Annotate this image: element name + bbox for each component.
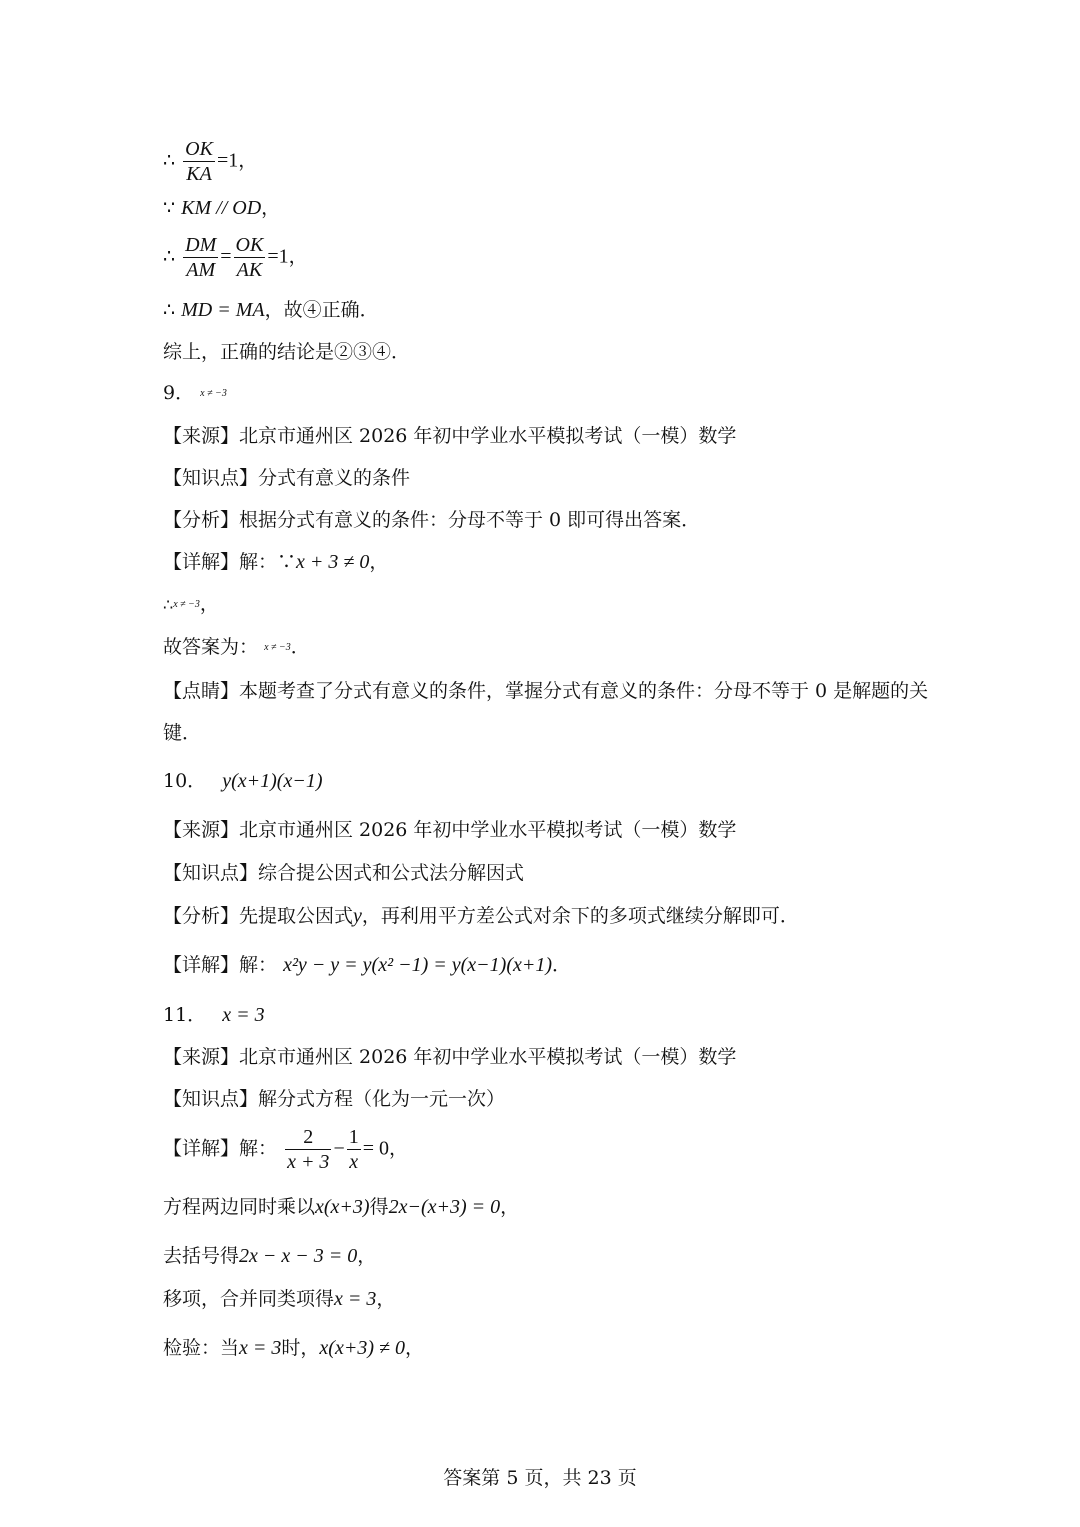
fraction-ok-ka: $\frac{OK}{KA}$ [185, 138, 213, 185]
q10-detail: 【详解】解： x²y − y = y(x² −1) = y(x−1)(x+1)． [163, 954, 572, 976]
q9-header [163, 381, 227, 406]
q9-comment-2: 键． [163, 722, 202, 744]
q11-number: 11． [163, 1004, 207, 1026]
q11-source: 【来源】北京市通州区 2026 年初中学业水平模拟考试（一模）数学 [163, 1046, 737, 1068]
q11-answer: x = 3 [222, 1004, 265, 1026]
q8-line-md-ma: ∴ MD = MA，故④正确． [163, 299, 379, 321]
q9-analysis: 【分析】根据分式有意义的条件：分母不等于 0 即可得出答案． [163, 509, 701, 531]
q9-therefore: ∴x ≠ −3， [163, 593, 219, 615]
q11-step-1: 方程两边同时乘以x(x+3)得2x−(x+3) = 0， [163, 1196, 520, 1218]
q10-header [163, 769, 323, 793]
q11-header [163, 1003, 265, 1027]
q9-answer-line: 故答案为： x ≠ −3． [163, 636, 310, 658]
page-footer: 答案第 5 页，共 23 页 [443, 1467, 637, 1489]
q11-step-4: 检验：当x = 3时，x(x+3) ≠ 0， [163, 1337, 424, 1359]
q8-line-ok-ka: ∴ $\frac{OK}{KA}$ =1， [163, 138, 258, 185]
q10-knowledge: 【知识点】综合提公因式和公式法分解因式 [163, 862, 525, 884]
q11-knowledge: 【知识点】解分式方程（化为一元一次） [163, 1088, 506, 1110]
q10-number: 10． [163, 770, 207, 792]
q9-comment-1: 【点睛】本题考查了分式有意义的条件，掌握分式有意义的条件：分母不等于 0 是解题的关 [163, 680, 929, 702]
fraction-ok-ak: $\frac{OK}{AK}$ [235, 234, 264, 281]
fraction-dm-am: $\frac{DM}{AM}$ [185, 234, 217, 281]
q9-knowledge: 【知识点】分式有意义的条件 [163, 467, 411, 489]
q8-summary: 综上，正确的结论是②③④． [163, 341, 411, 363]
q9-source: 【来源】北京市通州区 2026 年初中学业水平模拟考试（一模）数学 [163, 425, 737, 447]
q10-analysis: 【分析】先提取公因式y，再利用平方差公式对余下的多项式继续分解即可． [163, 905, 799, 927]
q8-line-parallel: ∵ KM // OD， [163, 197, 281, 219]
q9-detail: 【详解】解：∵x + 3 ≠ 0， [163, 551, 389, 573]
q11-detail: 【详解】解： $\frac{2}{x + 3}$ − $\frac{1}{x}$ = 0， [163, 1126, 409, 1173]
q10-answer: y(x+1)(x−1) [222, 770, 323, 792]
fraction-2-over-x-plus-3: $\frac{2}{x + 3}$ [287, 1126, 330, 1173]
q9-number: 9． [163, 382, 195, 404]
q9-answer: x ≠ −3 [200, 388, 227, 399]
q11-step-2: 去括号得2x − x − 3 = 0， [163, 1245, 377, 1267]
q10-source: 【来源】北京市通州区 2026 年初中学业水平模拟考试（一模）数学 [163, 819, 737, 841]
fraction-1-over-x: $\frac{1}{x}$ [348, 1126, 359, 1173]
q11-step-3: 移项，合并同类项得x = 3， [163, 1288, 396, 1310]
q8-line-dm-am: ∴ $\frac{DM}{AM}$ = $\frac{OK}{AK}$ =1， [163, 234, 308, 281]
